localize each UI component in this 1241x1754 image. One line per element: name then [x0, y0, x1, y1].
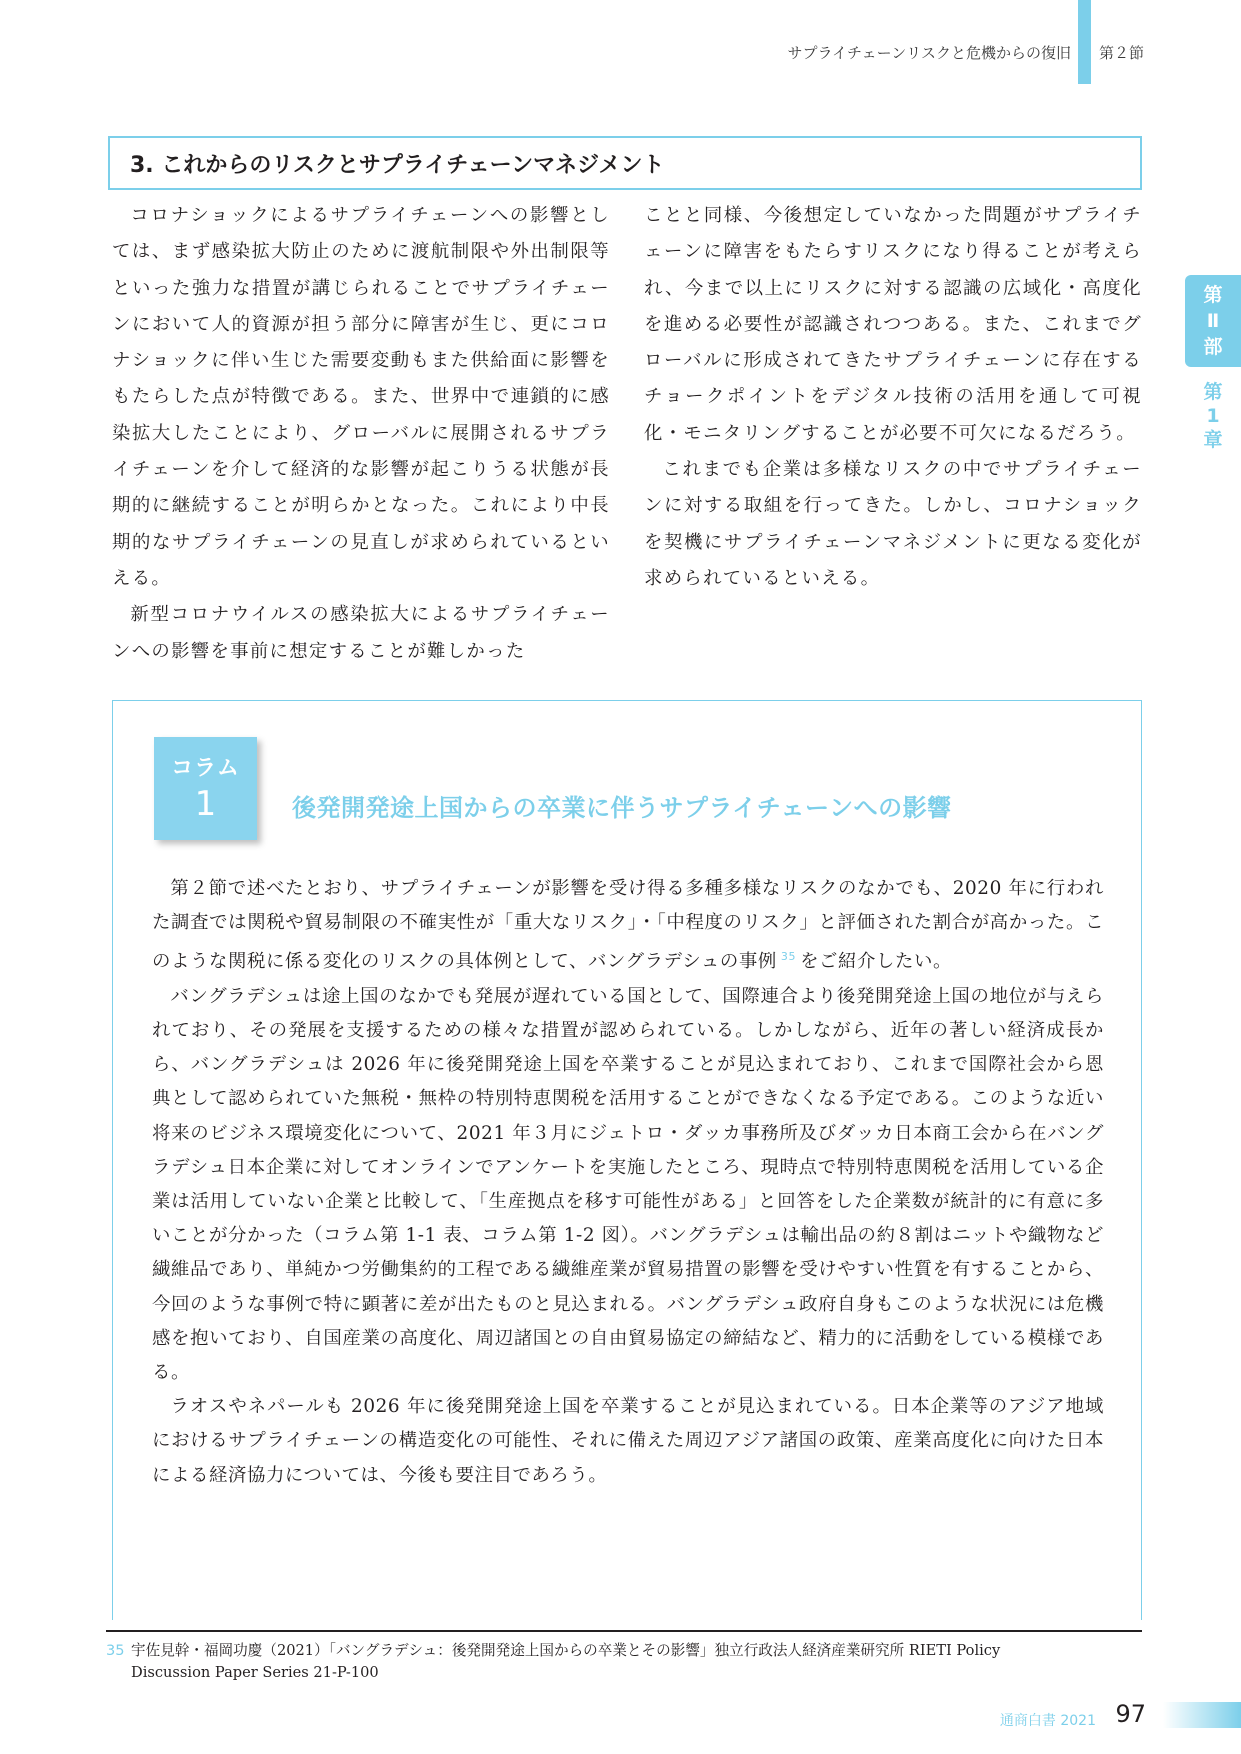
book-title: 通商白書 2021	[999, 1713, 1096, 1729]
footnote	[106, 1640, 1142, 1684]
header-accent-bar	[1078, 0, 1091, 84]
paragraph: これまでも企業は多様なリスクの中でサプライチェーンに対する取組を行ってきた。しかし、コロナショックを契機にサプライチェーンマネジメントに更なる変化が求められているといえる。	[644, 459, 1142, 589]
running-header	[641, 28, 1241, 84]
column-body	[152, 872, 1104, 1493]
paragraph: コロナショックによるサプライチェーンへの影響としては、まず感染拡大防止のために渡航制限や外出制限等といった強力な措置が講じられることでサプライチェーンにおいて人的資源が担う部分に障害が生じ、更にコロナショックに伴い生じた需要変動もまた供給面に影響をもたらした点が特徴である。また、世界中で連鎖的に感染拡大したことにより、グローバルに展開されるサプライチェーンを介して経済的な影響が起こりうる状態が長期的に継続することが明らかとなった。これにより中長期的なサプライチェーンの見直しが求められているといえる。	[112, 205, 610, 589]
part-tab-char: 部	[1203, 336, 1223, 358]
paragraph	[152, 872, 1104, 980]
column-badge	[154, 737, 257, 840]
section-body	[112, 198, 1142, 670]
section-label: 第２節	[1098, 44, 1144, 62]
footnote-number: 35	[106, 1642, 125, 1659]
column-title: 後発開発途上国からの卒業に伴うサプライチェーンへの影響	[292, 794, 952, 822]
section-heading: 3. これからのリスクとサプライチェーンマネジメント	[108, 136, 1142, 190]
paragraph: ことと同様、今後想定していなかった問題がサプライチェーンに障害をもたらすリスクになり得ることが考えられ、今まで以上にリスクに対する認識の広域化・高度化を進める必要性が認識されつつある。また、これまでグローバルに形成されてきたサプライチェーンに存在するチョークポイントをデジタル技術の活用を通して可視化・モニタリングすることが必要不可欠になるだろう。	[644, 205, 1142, 444]
paragraph-text: をご紹介したい。	[800, 951, 952, 973]
footnote-text: 宇佐見幹・福岡功慶（2021）「バングラデシュ：後発開発途上国からの卒業とその影響」独立行政法人経済産業研究所 RIETI Policy	[131, 1642, 1001, 1659]
part-tab-char: 第	[1203, 284, 1223, 306]
chapter-title: サプライチェーンリスクと危機からの復旧	[787, 44, 1071, 62]
page-number: 97	[1115, 1700, 1146, 1728]
paragraph: バングラデシュは途上国のなかでも発展が遅れている国として、国際連合より後発開発途上国の地位が与えられており、その発展を支援するための様々な措置が認められている。しかしながら、近年の著しい経済成長から、バングラデシュは 2026 年に後発開発途上国を卒業することが見込まれており、これまで国際社会から恩典として認められていた無税・無枠の特別特恵関税を活用することができなくなる予定である。このような近い将来のビジネス環境変化について、2021 年３月にジェトロ・ダッカ事務所及びダッカ日本商工会から在バングラデシュ日本企業に対してオンラインでアンケートを実施したところ、現時点で特別特恵関税を活用している企業は活用していない企業と比較して、「生産拠点を移す可能性がある」と回答をした企業数が統計的に有意に多いことが分かった（コラム第 1-1 表、コラム第 1-2 図）。バングラデシュは輸出品の約８割はニットや織物など繊維品であり、単純かつ労働集約的工程である繊維産業が貿易措置の影響を受けやすい性質を有することから、今回のような事例で特に顕著に差が出たものと見込まれる。バングラデシュ政府自身もこのような状況には危機感を抱いており、自国産業の高度化、周辺諸国との自由貿易協定の締結など、精力的に活動をしている模様である。	[152, 985, 1104, 1383]
right-column	[644, 198, 1142, 670]
page-footer	[841, 1702, 1241, 1732]
paragraph: 新型コロナウイルスの感染拡大によるサプライチェーンへの影響を事前に想定することが難しかった	[112, 604, 610, 662]
paragraph-text: 第２節で述べたとおり、サプライチェーンが影響を受け得る多種多様なリスクのなかでも、2020 年に行われた調査では関税や貿易制限の不確実性が「重大なリスク」・「中程度のリスク」と評価された割合が高かった。このような関税に係る変化のリスクの具体例として、バングラデシュの事例	[152, 878, 1104, 973]
chapter-tab	[1185, 380, 1241, 460]
column-badge-number: 1	[194, 784, 217, 824]
paragraph: ラオスやネパールも 2026 年に後発開発途上国を卒業することが見込まれている。日本企業等のアジア地域におけるサプライチェーンの構造変化の可能性、それに備えた周辺アジア諸国の政策、産業高度化に向けた日本による経済協力については、今後も要注目であろう。	[152, 1396, 1104, 1486]
part-tab	[1185, 275, 1241, 367]
footnote-text-continued: Discussion Paper Series 21-P-100	[131, 1664, 379, 1681]
column-badge-label: コラム	[171, 756, 240, 781]
footnote-reference[interactable]: 35	[780, 950, 797, 964]
chapter-tab-char: 第	[1203, 381, 1223, 403]
chapter-tab-char: 1	[1206, 405, 1220, 427]
left-column	[112, 198, 610, 670]
part-tab-char: Ⅱ	[1206, 310, 1220, 332]
footnote-divider	[106, 1630, 1142, 1632]
footer-accent-bar	[1163, 1702, 1241, 1728]
chapter-tab-char: 章	[1203, 429, 1223, 451]
